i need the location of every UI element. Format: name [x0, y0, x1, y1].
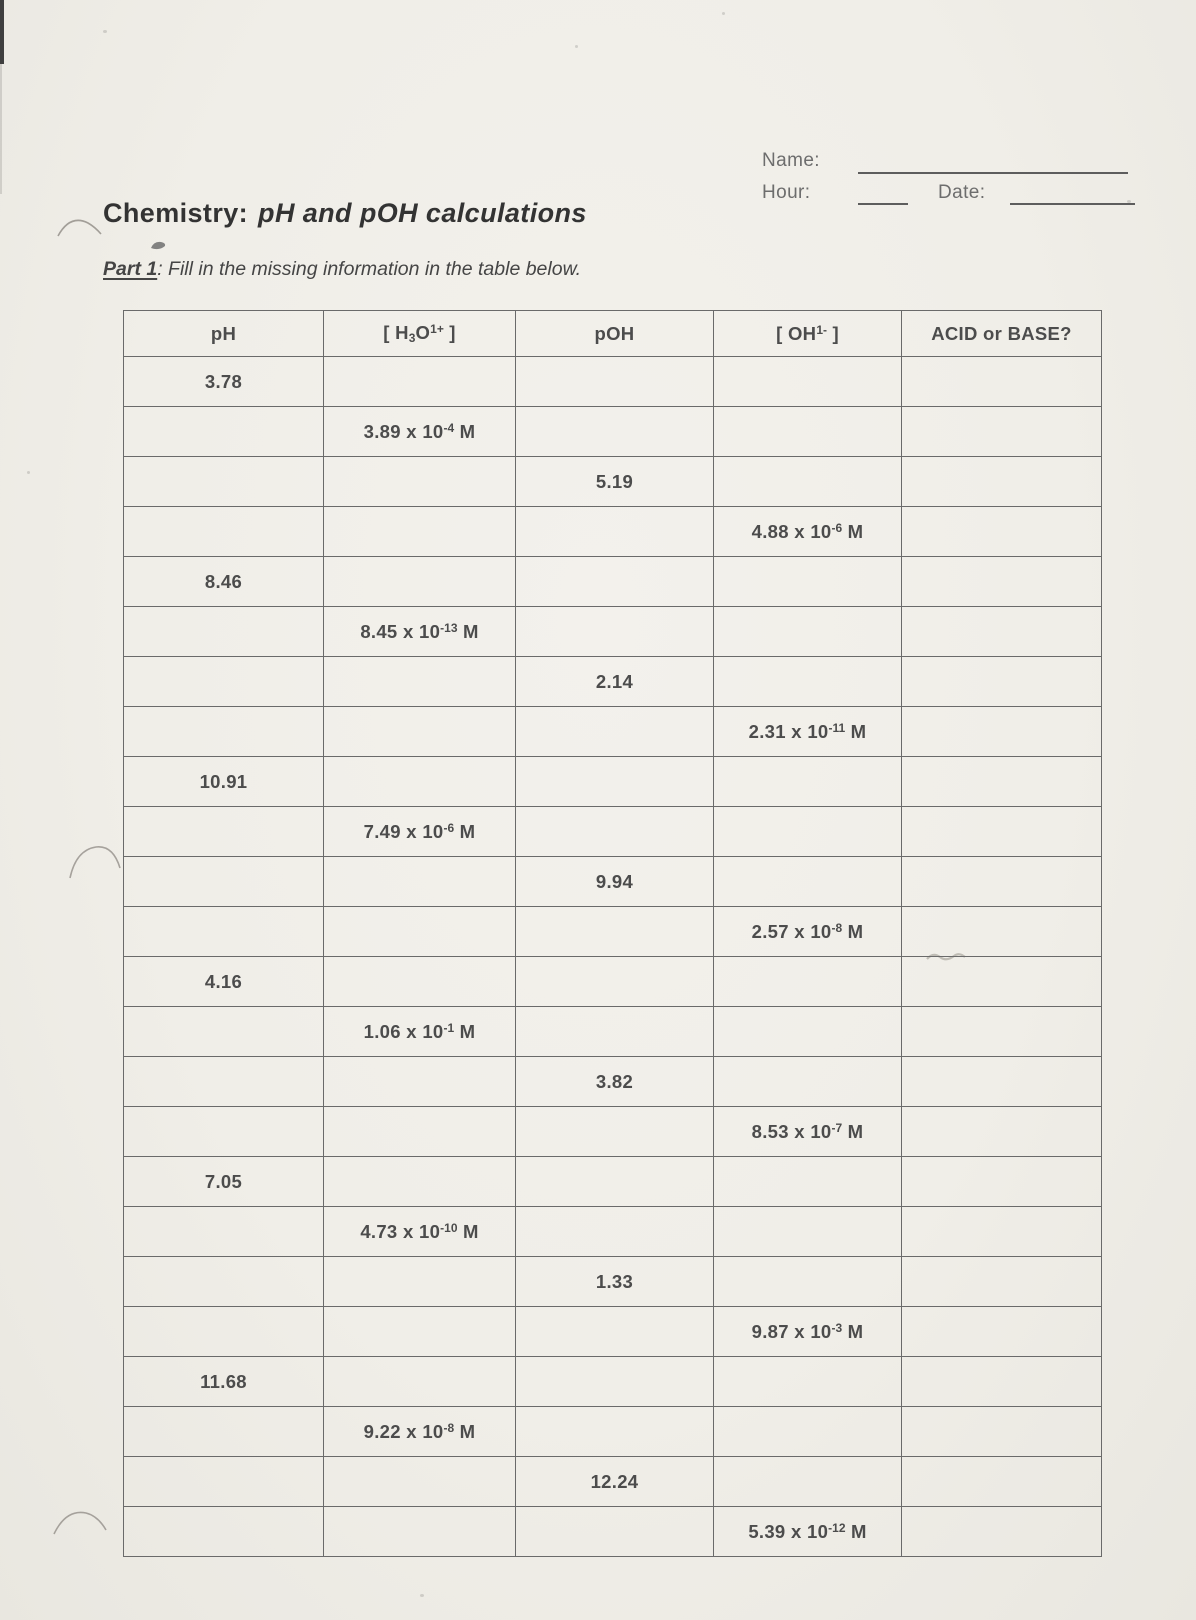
cell-h3o: 1.06 x $10^{-1}$ M: [324, 1007, 516, 1057]
cell-poh: [516, 1007, 714, 1057]
col-header-oh: [ $OH^{1-}$ ]: [714, 311, 902, 357]
name-blank-line: [858, 172, 1128, 174]
title-main: pH and pOH calculations: [258, 198, 587, 228]
table-header: [124, 311, 1102, 357]
cell-acid_base: [902, 1457, 1102, 1507]
cell-acid_base: [902, 1307, 1102, 1357]
scan-speck: [103, 30, 107, 33]
cell-oh: [714, 1207, 902, 1257]
cell-poh: [516, 907, 714, 957]
cell-oh: 8.53 x $10^{-7}$ M: [714, 1107, 902, 1157]
cell-poh: [516, 1407, 714, 1457]
cell-ph: [124, 1257, 324, 1307]
cell-poh: [516, 1357, 714, 1407]
cell-acid_base: [902, 907, 1102, 957]
title-prefix: Chemistry:: [103, 198, 249, 228]
cell-ph: [124, 1207, 324, 1257]
cell-ph: [124, 1307, 324, 1357]
scan-edge-artifact-faint: [0, 64, 2, 194]
table-row: [124, 1057, 1102, 1107]
cell-h3o: [324, 1457, 516, 1507]
cell-ph: 7.05: [124, 1157, 324, 1207]
name-label: Name:: [762, 150, 820, 171]
cell-ph: [124, 1407, 324, 1457]
table-row: [124, 457, 1102, 507]
cell-ph: [124, 1457, 324, 1507]
cell-acid_base: [902, 707, 1102, 757]
table-header-row: [124, 311, 1102, 357]
cell-poh: [516, 1507, 714, 1557]
ph-poh-table: [123, 310, 1102, 1557]
table-row: [124, 1107, 1102, 1157]
cell-ph: [124, 657, 324, 707]
part1-text: : Fill in the missing information in the table below.: [157, 258, 581, 280]
cell-ph: 3.78: [124, 357, 324, 407]
cell-acid_base: [902, 557, 1102, 607]
cell-oh: 2.31 x $10^{-11}$ M: [714, 707, 902, 757]
table-row: [124, 1357, 1102, 1407]
scan-speck: [420, 1594, 424, 1597]
cell-ph: [124, 1007, 324, 1057]
cell-poh: [516, 557, 714, 607]
cell-ph: [124, 1057, 324, 1107]
cell-poh: 12.24: [516, 1457, 714, 1507]
cell-h3o: 8.45 x $10^{-13}$ M: [324, 607, 516, 657]
part1-label: Part 1: [103, 258, 158, 280]
cell-ph: 11.68: [124, 1357, 324, 1407]
cell-acid_base: [902, 1007, 1102, 1057]
cell-poh: [516, 757, 714, 807]
cell-ph: [124, 707, 324, 757]
table-row: [124, 1007, 1102, 1057]
cell-acid_base: [902, 857, 1102, 907]
cell-poh: 9.94: [516, 857, 714, 907]
cell-h3o: [324, 907, 516, 957]
cell-oh: [714, 1007, 902, 1057]
cell-acid_base: [902, 357, 1102, 407]
table-row: [124, 1257, 1102, 1307]
cell-poh: [516, 1307, 714, 1357]
cell-h3o: [324, 1357, 516, 1407]
table-row: [124, 1157, 1102, 1207]
table-row: [124, 957, 1102, 1007]
cell-ph: [124, 1107, 324, 1157]
table-row: [124, 807, 1102, 857]
cell-h3o: [324, 1307, 516, 1357]
cell-oh: [714, 607, 902, 657]
cell-acid_base: [902, 957, 1102, 1007]
table-row: [124, 1507, 1102, 1557]
table-row: [124, 557, 1102, 607]
cell-ph: [124, 807, 324, 857]
cell-oh: [714, 807, 902, 857]
cell-h3o: [324, 507, 516, 557]
cell-acid_base: [902, 807, 1102, 857]
cell-oh: [714, 357, 902, 407]
cell-poh: [516, 607, 714, 657]
col-header-ph: pH: [124, 311, 324, 357]
cell-acid_base: [902, 1257, 1102, 1307]
part1-instructions: [103, 258, 581, 281]
cell-h3o: [324, 1057, 516, 1107]
ink-smudge-under-title: [150, 240, 168, 252]
cell-ph: [124, 1507, 324, 1557]
cell-poh: [516, 507, 714, 557]
cell-oh: [714, 1257, 902, 1307]
cell-poh: 5.19: [516, 457, 714, 507]
table-row: [124, 1207, 1102, 1257]
cell-acid_base: [902, 1407, 1102, 1457]
cell-ph: [124, 507, 324, 557]
table-row: [124, 707, 1102, 757]
cell-h3o: [324, 1507, 516, 1557]
cell-acid_base: [902, 757, 1102, 807]
cell-h3o: [324, 1107, 516, 1157]
cell-acid_base: [902, 507, 1102, 557]
cell-poh: [516, 957, 714, 1007]
cell-oh: 2.57 x $10^{-8}$ M: [714, 907, 902, 957]
cell-poh: [516, 1207, 714, 1257]
cell-ph: [124, 407, 324, 457]
cell-h3o: 3.89 x $10^{-4}$ M: [324, 407, 516, 457]
scan-speck: [722, 12, 725, 15]
cell-poh: [516, 357, 714, 407]
cell-poh: [516, 807, 714, 857]
cell-h3o: 7.49 x $10^{-6}$ M: [324, 807, 516, 857]
table-row: [124, 1307, 1102, 1357]
cell-ph: [124, 857, 324, 907]
hour-blank-line: [858, 203, 908, 205]
pen-arc-mark-middle: [68, 840, 126, 886]
pen-arc-mark-bottom: [52, 1506, 110, 1538]
cell-acid_base: [902, 657, 1102, 707]
cell-poh: [516, 707, 714, 757]
cell-oh: [714, 1057, 902, 1107]
scan-speck: [575, 45, 578, 48]
cell-h3o: [324, 657, 516, 707]
date-blank-line: [1010, 203, 1135, 205]
cell-oh: [714, 1157, 902, 1207]
table-body: [124, 357, 1102, 1557]
cell-oh: [714, 957, 902, 1007]
cell-h3o: [324, 557, 516, 607]
hour-label: Hour:: [762, 182, 811, 203]
cell-acid_base: [902, 607, 1102, 657]
col-header-poh: pOH: [516, 311, 714, 357]
table-row: [124, 407, 1102, 457]
cell-oh: [714, 757, 902, 807]
cell-oh: 5.39 x $10^{-12}$ M: [714, 1507, 902, 1557]
table-row: [124, 357, 1102, 407]
cell-ph: 10.91: [124, 757, 324, 807]
table-row: [124, 857, 1102, 907]
cell-oh: [714, 407, 902, 457]
cell-h3o: [324, 1157, 516, 1207]
cell-h3o: [324, 707, 516, 757]
cell-acid_base: [902, 1207, 1102, 1257]
cell-acid_base: [902, 1057, 1102, 1107]
cell-oh: [714, 1457, 902, 1507]
cell-oh: [714, 657, 902, 707]
cell-poh: [516, 407, 714, 457]
cell-ph: 4.16: [124, 957, 324, 1007]
table-row: [124, 1407, 1102, 1457]
cell-h3o: [324, 857, 516, 907]
cell-h3o: 9.22 x $10^{-8}$ M: [324, 1407, 516, 1457]
col-header-acid-base: ACID or BASE?: [902, 311, 1102, 357]
cell-acid_base: [902, 1507, 1102, 1557]
cell-ph: [124, 907, 324, 957]
cell-h3o: [324, 1257, 516, 1307]
cell-acid_base: [902, 1157, 1102, 1207]
cell-poh: 3.82: [516, 1057, 714, 1107]
table-row: [124, 657, 1102, 707]
table-row: [124, 1457, 1102, 1507]
cell-oh: [714, 1357, 902, 1407]
cell-h3o: [324, 357, 516, 407]
date-label: Date:: [938, 182, 986, 203]
cell-oh: 9.87 x $10^{-3}$ M: [714, 1307, 902, 1357]
pen-arc-mark-top: [56, 212, 104, 242]
cell-ph: [124, 457, 324, 507]
cell-h3o: [324, 957, 516, 1007]
cell-oh: [714, 457, 902, 507]
cell-acid_base: [902, 1357, 1102, 1407]
table-row: [124, 907, 1102, 957]
cell-acid_base: [902, 1107, 1102, 1157]
cell-ph: 8.46: [124, 557, 324, 607]
cell-ph: [124, 607, 324, 657]
cell-oh: 4.88 x $10^{-6}$ M: [714, 507, 902, 557]
table-row: [124, 757, 1102, 807]
cell-poh: 2.14: [516, 657, 714, 707]
col-header-h3o: [ $H_3O^{1+}$ ]: [324, 311, 516, 357]
cell-h3o: 4.73 x $10^{-10}$ M: [324, 1207, 516, 1257]
scan-edge-artifact: [0, 0, 4, 64]
cell-poh: [516, 1107, 714, 1157]
table-row: [124, 507, 1102, 557]
cell-oh: [714, 1407, 902, 1457]
cell-poh: [516, 1157, 714, 1207]
cell-h3o: [324, 757, 516, 807]
cell-acid_base: [902, 457, 1102, 507]
cell-h3o: [324, 457, 516, 507]
cell-poh: 1.33: [516, 1257, 714, 1307]
cell-oh: [714, 557, 902, 607]
cell-acid_base: [902, 407, 1102, 457]
cell-oh: [714, 857, 902, 907]
scan-speck: [27, 471, 30, 474]
table-row: [124, 607, 1102, 657]
page-title: [103, 198, 587, 229]
